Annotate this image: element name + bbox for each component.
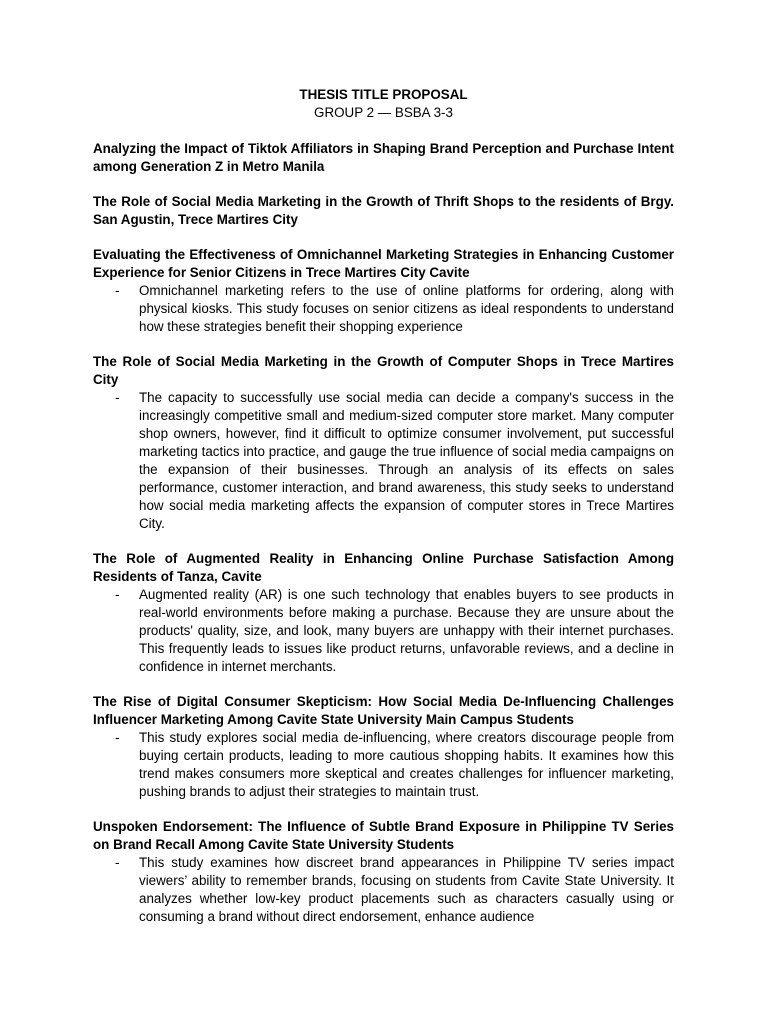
thesis-topic-5 — [93, 550, 674, 676]
topic-description — [93, 586, 674, 676]
topic-description — [93, 389, 674, 533]
description-text: The capacity to successfully use social media can decide a company's success in the increasingly competitive small and medium-sized computer store market. Many computer shop owners, however, find it difficult to optimize consumer involvement, put successful marketing tactics into practice, and gauge the true influence of social media campaigns on the expansion of their businesses. Through an analysis of its effects on sales performance, customer interaction, and brand awareness, this study seeks to understand how social media marketing affects the expansion of computer stores in Trece Martires City. — [139, 390, 674, 531]
topic-title: Unspoken Endorsement: The Influence of Subtle Brand Exposure in Philippine TV Series on Brand Recall Among Cavite State University Students — [93, 819, 674, 852]
description-text: This study examines how discreet brand appearances in Philippine TV series impact viewers’ ability to remember brands, focusing on students from Cavite State University. It analyzes whether low-key product placements such as characters casually using or consuming a brand without direct endorsement, enhance audience — [139, 855, 674, 924]
description-text: Omnichannel marketing refers to the use of online platforms for ordering, along with physical kiosks. This study focuses on senior citizens as ideal respondents to understand how these strategies benefit their shopping experience — [139, 283, 674, 334]
document-title: THESIS TITLE PROPOSAL — [299, 87, 468, 102]
topic-description — [93, 729, 674, 801]
thesis-topic-7 — [93, 818, 674, 926]
topic-description — [93, 854, 674, 926]
bullet-dash: - — [115, 283, 120, 298]
topic-description — [93, 282, 674, 336]
bullet-dash: - — [115, 730, 120, 745]
bullet-dash: - — [115, 587, 120, 602]
topic-title: The Rise of Digital Consumer Skepticism: How Social Media De-Influencing Challenges Influencer Marketing Among Cavite State University Main Campus Students — [93, 694, 674, 727]
description-text: This study explores social media de-influencing, where creators discourage people from buying certain products, leading to more cautious shopping habits. It examines how this trend makes consumers more skeptical and creates challenges for influencer marketing, pushing brands to adjust their strategies to maintain trust. — [139, 730, 674, 799]
bullet-dash: - — [115, 390, 120, 405]
topic-title: The Role of Social Media Marketing in the Growth of Thrift Shops to the residents of Brgy. San Agustin, Trece Martires City — [93, 194, 674, 227]
description-text: Augmented reality (AR) is one such technology that enables buyers to see products in real-world environments before making a purchase. Because they are unsure about the products' quality, size, and look, many buyers are unhappy with their internet purchases. This frequently leads to issues like product returns, unfavorable reviews, and a decline in confidence in internet merchants. — [139, 587, 674, 674]
topic-title: The Role of Social Media Marketing in the Growth of Computer Shops in Trece Martires City — [93, 354, 674, 387]
bullet-dash: - — [115, 855, 120, 870]
group-label: GROUP 2 — BSBA 3-3 — [314, 105, 453, 120]
topic-title: Evaluating the Effectiveness of Omnichannel Marketing Strategies in Enhancing Customer Experience for Senior Citizens in Trece Martires City Cavite — [93, 247, 674, 280]
document-header — [93, 86, 674, 122]
thesis-topic-2 — [93, 193, 674, 229]
thesis-topic-6 — [93, 693, 674, 801]
thesis-topic-3 — [93, 246, 674, 336]
thesis-topic-1 — [93, 140, 674, 176]
topic-title: The Role of Augmented Reality in Enhancing Online Purchase Satisfaction Among Residents of Tanza, Cavite — [93, 551, 674, 584]
thesis-topic-4 — [93, 353, 674, 533]
topic-title: Analyzing the Impact of Tiktok Affiliators in Shaping Brand Perception and Purchase Intent among Generation Z in Metro Manila — [93, 141, 674, 174]
